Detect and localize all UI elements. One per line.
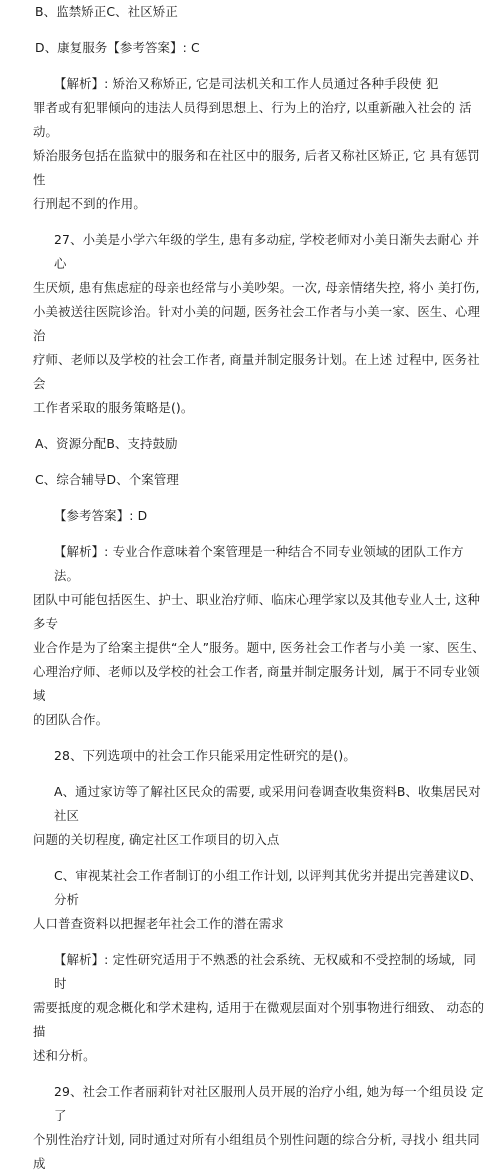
q28-options-ab-line: A、通过家访等了解社区民众的需要, 或采用问卷调查收集资料B、收集居民对社区 <box>54 784 481 823</box>
q27-stem-line: 小美被送往医院诊治。针对小美的问题, 医务社会工作者与小美一家、医生、心理治 <box>33 304 481 343</box>
q28-analysis <box>33 948 486 1068</box>
q28-options-cd-line: C、审视某社会工作者制订的小组工作计划, 以评判其优劣并提出完善建议D、分析 <box>54 868 482 907</box>
q27-analysis-line: 业合作是为了给案主提供“全人”服务。题中, 医务社会工作者与小美 一家、医生、 <box>33 640 485 655</box>
q27-analysis <box>33 540 486 732</box>
q26-analysis-line: 【解析】: 矫治又称矫正, 它是司法机关和工作人员通过各种手段使 犯 <box>54 76 439 91</box>
q29-stem <box>33 1080 486 1176</box>
q26-options-bc: B、监禁矫正C、社区矫正 <box>35 4 178 19</box>
q26-option-d-answer: D、康复服务【参考答案】: C <box>35 40 200 55</box>
q28-options-ab-line: 问题的关切程度, 确定社区工作项目的切入点 <box>33 832 280 847</box>
q27-answer: 【参考答案】: D <box>54 508 148 523</box>
q27-options-ab: A、资源分配B、支持鼓励 <box>35 436 178 451</box>
q29-stem-line: 29、社会工作者丽莉针对社区服刑人员开展的治疗小组, 她为每一个组员设 定了 <box>54 1084 484 1123</box>
q27-stem <box>33 228 486 420</box>
q28-stem: 28、下列选项中的社会工作只能采用定性研究的是()。 <box>54 748 356 763</box>
q27-stem-line: 工作者采取的服务策略是()。 <box>33 400 194 415</box>
q29-stem-line: 个别性治疗计划, 同时通过对所有小组组员个别性问题的综合分析, 寻找小 组共同成 <box>33 1132 480 1171</box>
q26-analysis-line: 矫治服务包括在监狱中的服务和在社区中的服务, 后者又称社区矫正, 它 具有惩罚性 <box>33 148 480 187</box>
q28-analysis-line: 【解析】: 定性研究适用于不熟悉的社会系统、无权威和不受控制的场域, 同时 <box>54 952 476 991</box>
q27-analysis-line: 的团队合作。 <box>33 712 109 727</box>
q27-analysis-line: 心理治疗师、老师以及学校的社会工作者, 商量并制定服务计划, 属于不同专业领域 <box>33 664 480 703</box>
q28-analysis-line: 述和分析。 <box>33 1048 96 1063</box>
q26-analysis-line: 罪者或有犯罪倾向的违法人员得到思想上、行为上的治疗, 以重新融入社会的 活动。 <box>33 100 472 139</box>
q27-options-cd: C、综合辅导D、个案管理 <box>35 472 179 487</box>
q26-analysis-line: 行刑起不到的作用。 <box>33 196 146 211</box>
q27-stem-line: 疗师、老师以及学校的社会工作者, 商量并制定服务计划。在上述 过程中, 医务社会 <box>33 352 480 391</box>
q27-analysis-line: 【解析】: 专业合作意味着个案管理是一种结合不同专业领域的团队工作方 法。 <box>54 544 468 583</box>
q26-analysis <box>33 72 486 216</box>
q27-stem-line: 27、小美是小学六年级的学生, 患有多动症, 学校老师对小美日渐失去耐心 并心 <box>54 232 480 271</box>
q27-stem-line: 生厌烦, 患有焦虑症的母亲也经常与小美吵架。一次, 母亲情绪失控, 将小 美打伤, <box>33 280 480 295</box>
q28-analysis-line: 需要抵度的观念概化和学术建构, 适用于在微观层面对个别事物进行细致、 动态的描 <box>33 1000 485 1039</box>
q28-options-cd-line: 人口普查资料以把握老年社会工作的潜在需求 <box>33 916 284 931</box>
q27-analysis-line: 团队中可能包括医生、护士、职业治疗师、临床心理学家以及其他专业人士, 这种多专 <box>33 592 481 631</box>
q28-options-cd <box>33 864 486 936</box>
q28-options-ab <box>33 780 486 852</box>
